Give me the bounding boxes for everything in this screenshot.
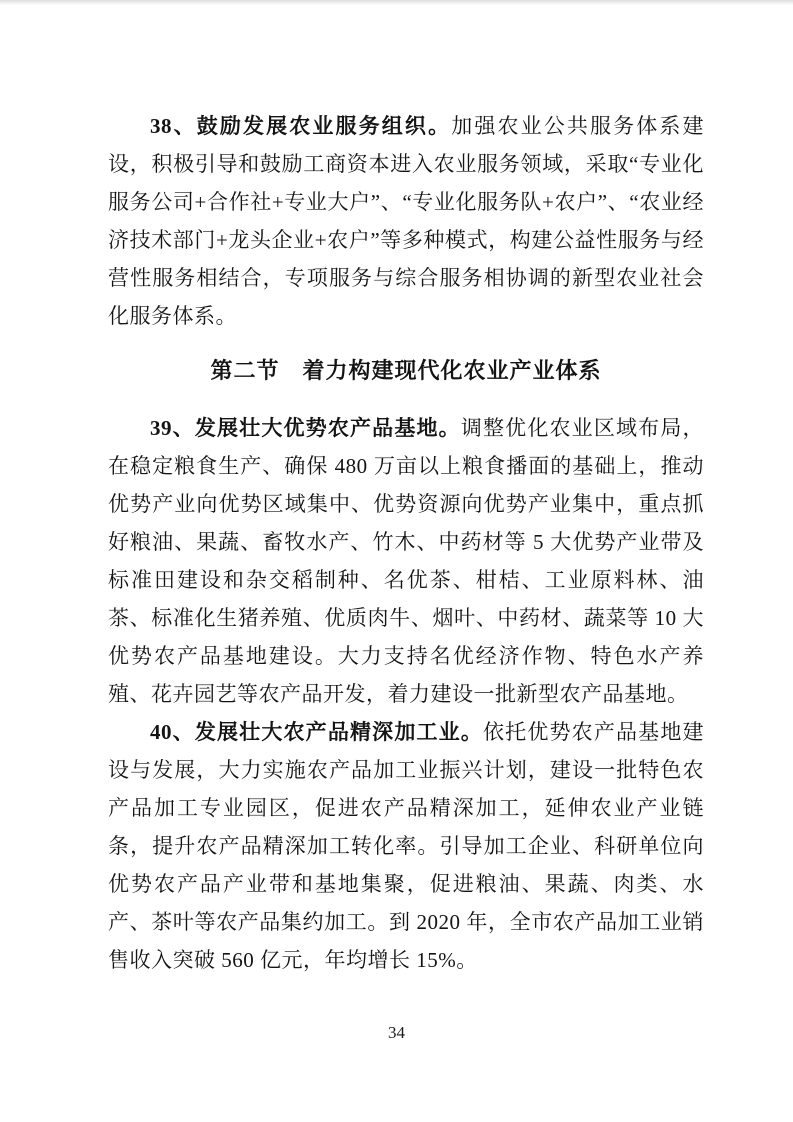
paragraph-40-lead: 40、发展壮大农产品精深加工业。 [150,720,483,744]
paragraph-38-text: 加强农业公共服务体系建设，积极引导和鼓励工商资本进入农业服务领域，采取“专业化服务公司+合作社+专业大户”、“专业化服务队+农户”、“农业经济技术部门+龙头企业+农户”等多种模式，构建公益性服务与经营性服务相结合，专项服务与综合服务相协调的新型农业社会化服务体系。 [108,114,705,328]
paragraph-40-text: 依托优势农产品基地建设与发展，大力实施农产品加工业振兴计划，建设一批特色农产品加工专业园区，促进农产品精深加工，延伸农业产业链条，提升农产品精深加工转化率。引导加工企业、科研单位向优势农产品产业带和基地集聚，促进粮油、果蔬、肉类、水产、茶叶等农产品集约加工。到 2020 年，全市农产品加工业销售收入突破 560 亿元，年均增长 15%。 [108,720,704,972]
paragraph-39-text: 调整优化农业区域布局，在稳定粮食生产、确保 480 万亩以上粮食播面的基础上，推动优势产业向优势区域集中、优势资源向优势产业集中，重点抓好粮油、果蔬、畜牧水产、竹木、中药材等 5 大优势产业带及标准田建设和杂交稻制种、名优茶、柑桔、工业原料林、油茶、标准化生猪养殖、优质肉牛、烟叶、中药材、蔬菜等 10 大优势农产品基地建设。大力支持名优经济作物、特色水产养殖、花卉园艺等农产品开发，着力建设一批新型农产品基地。 [108,416,705,706]
paragraph-38-lead: 38、鼓励发展农业服务组织。 [150,114,452,138]
paragraph-38 [108,107,704,335]
document-content [108,107,704,979]
section-heading: 第二节 着力构建现代化农业产业体系 [210,358,602,383]
scan-edge-shading [0,0,793,5]
paragraph-39 [108,409,704,713]
paragraph-40 [108,713,704,979]
page-number: 34 [388,1023,405,1042]
paragraph-39-lead: 39、发展壮大优势农产品基地。 [150,416,461,440]
